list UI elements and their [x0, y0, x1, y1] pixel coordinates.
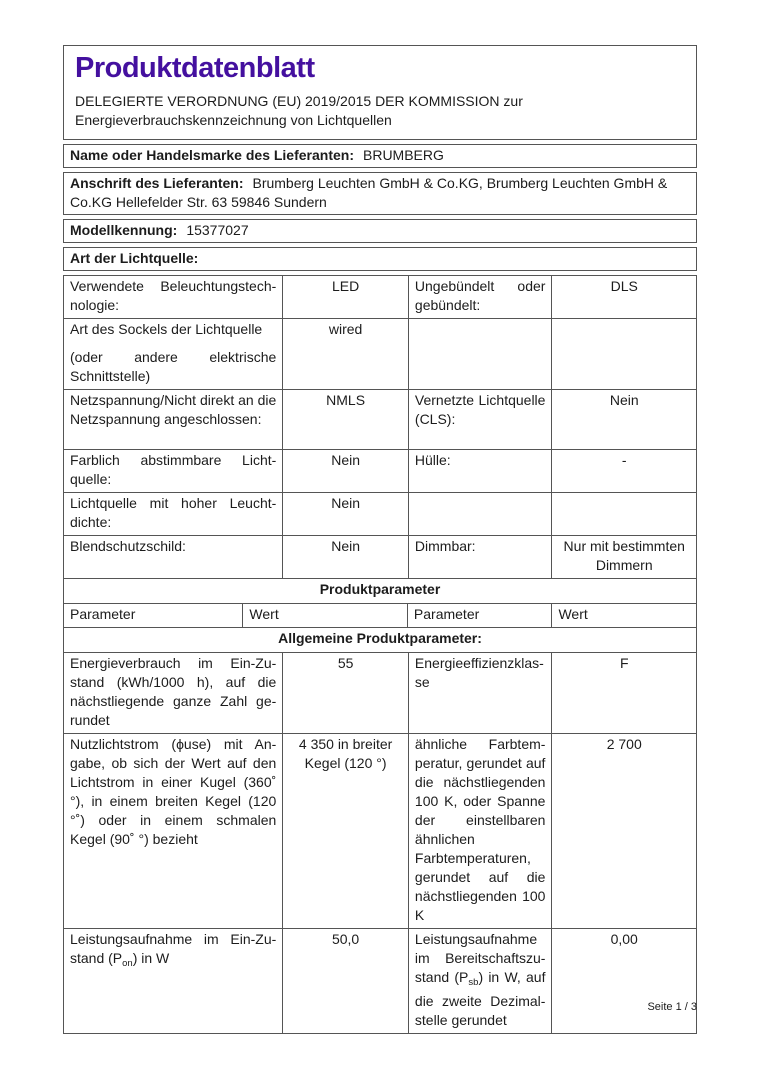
section-title: Produktparameter — [319, 581, 441, 597]
table-row — [64, 389, 696, 449]
value-cell: 0,00 — [551, 929, 696, 1033]
parameters-table — [63, 275, 697, 1034]
subscript-sb: sb — [468, 977, 479, 988]
group-title-row — [64, 627, 696, 652]
column-header: Wert — [242, 604, 406, 627]
param-cell — [408, 319, 552, 389]
table-row — [64, 733, 696, 928]
param-cell: Dimmbar: — [408, 536, 552, 578]
column-header: Wert — [551, 604, 696, 627]
value-cell: - — [551, 450, 696, 492]
value-cell: 4 350 in breiter Kegel (120 °) — [282, 734, 408, 928]
param-cell: Lichtquelle mit hoher Leuchtdichte: — [70, 495, 277, 530]
value-cell: Nein — [282, 450, 408, 492]
value-cell: Nein — [282, 536, 408, 578]
page-number: Seite 1 / 3 — [647, 1001, 697, 1013]
param-cell: Verwendete Beleuchtungstechnologie: — [70, 278, 277, 313]
value-cell: 50,0 — [282, 929, 408, 1033]
param-cell: Hülle: — [408, 450, 552, 492]
param-cell: Ungebündelt oder gebündelt: — [408, 276, 552, 318]
param-cell: Energieeffizienzklasse — [408, 653, 552, 733]
param-line-1: Art des Sockels der Lichtquelle — [70, 321, 263, 337]
supplier-address-box — [63, 172, 697, 215]
column-header: Parameter — [407, 604, 552, 627]
supplier-name-value: BRUMBERG — [363, 147, 444, 163]
value-cell: 2 700 — [551, 734, 696, 928]
value-cell: Nein — [282, 493, 408, 535]
document-content — [63, 45, 697, 1034]
param-cell: Leistungsaufnahme im Bereitschaftszustand $(P_{sb})$ in W, auf die zweite Dezimalstelle gerundet — [408, 929, 552, 1033]
subscript-on: on — [122, 958, 133, 969]
table-row — [64, 276, 696, 318]
regulation-subtitle-line2: Energieverbrauchskennzeichnung von Lichtquellen — [75, 112, 392, 128]
supplier-name-label: Name oder Handelsmarke des Lieferanten: — [70, 147, 354, 163]
table-row — [64, 449, 696, 492]
document-header — [63, 45, 697, 140]
model-id-box — [63, 219, 697, 243]
group-title: Allgemeine Produktparameter: — [278, 630, 482, 646]
supplier-name-box — [63, 144, 697, 168]
regulation-subtitle-line1: DELEGIERTE VERORDNUNG (EU) 2019/2015 DER KOMMISSION zur — [75, 93, 523, 109]
table-row — [64, 928, 696, 1033]
table-row — [64, 318, 696, 389]
param-line-2: (oder andere elektrische Schnittstelle) — [70, 349, 277, 384]
param-cell: Nutzlichtstrom (ϕuse) mit Angabe, ob sich der Wert auf den Lichtstrom in einer Kugel (360˚ °), in einem breiten Kegel (120 °˚) oder in einem schmalen Kegel (90˚ °) bezieht — [70, 736, 277, 847]
param-cell: Leistungsaufnahme im Ein-Zustand $(P_{on})$ in W — [70, 931, 277, 969]
model-id-value: 15377027 — [186, 222, 249, 238]
param-cell: ähnliche Farbtemperatur, gerundet auf die nächstliegenden 100 K, oder Spanne der einstellbaren ähnlichen Farbtemperaturen, gerundet auf die nächstliegenden 100 K — [408, 734, 552, 928]
column-header-row — [64, 603, 696, 627]
param-cell: Blendschutzschild: — [70, 538, 186, 554]
light-source-heading: Art der Lichtquelle: — [70, 250, 199, 266]
param-cell: Netzspannung/Nicht direkt an die Netzspannung angeschlossen: — [70, 392, 277, 427]
section-title-row — [64, 578, 696, 603]
light-source-heading-box — [63, 247, 697, 271]
param-cell: Vernetzte Lichtquelle (CLS): — [408, 390, 552, 449]
value-cell: Nur mit bestimmten Dimmern — [551, 536, 696, 578]
value-cell: 55 — [282, 653, 408, 733]
model-id-label: Modellkennung: — [70, 222, 178, 238]
value-cell — [551, 319, 696, 389]
supplier-address-value: Brumberg Leuchten GmbH & Co.KG, Brumberg Leuchten GmbH & Co.KG Hellefelder Str. 63 59846 Sundern — [70, 175, 668, 210]
value-cell: Nein — [551, 390, 696, 449]
table-row — [64, 652, 696, 733]
param-cell: Farblich abstimmbare Lichtquelle: — [70, 452, 277, 487]
param-cell — [408, 493, 552, 535]
table-row — [64, 535, 696, 578]
value-cell: NMLS — [282, 390, 408, 449]
value-cell — [551, 493, 696, 535]
value-cell: LED — [282, 276, 408, 318]
param-cell: Energieverbrauch im Ein-Zustand (kWh/1000 h), auf die nächstliegende ganze Zahl gerundet — [70, 655, 277, 728]
table-row — [64, 492, 696, 535]
value-cell: F — [551, 653, 696, 733]
param-cell — [64, 319, 282, 389]
column-header: Parameter — [70, 606, 136, 622]
value-cell: DLS — [551, 276, 696, 318]
value-cell: wired — [282, 319, 408, 389]
page-title: Produktdatenblatt — [75, 52, 315, 84]
supplier-address-label: Anschrift des Lieferanten: — [70, 175, 244, 191]
